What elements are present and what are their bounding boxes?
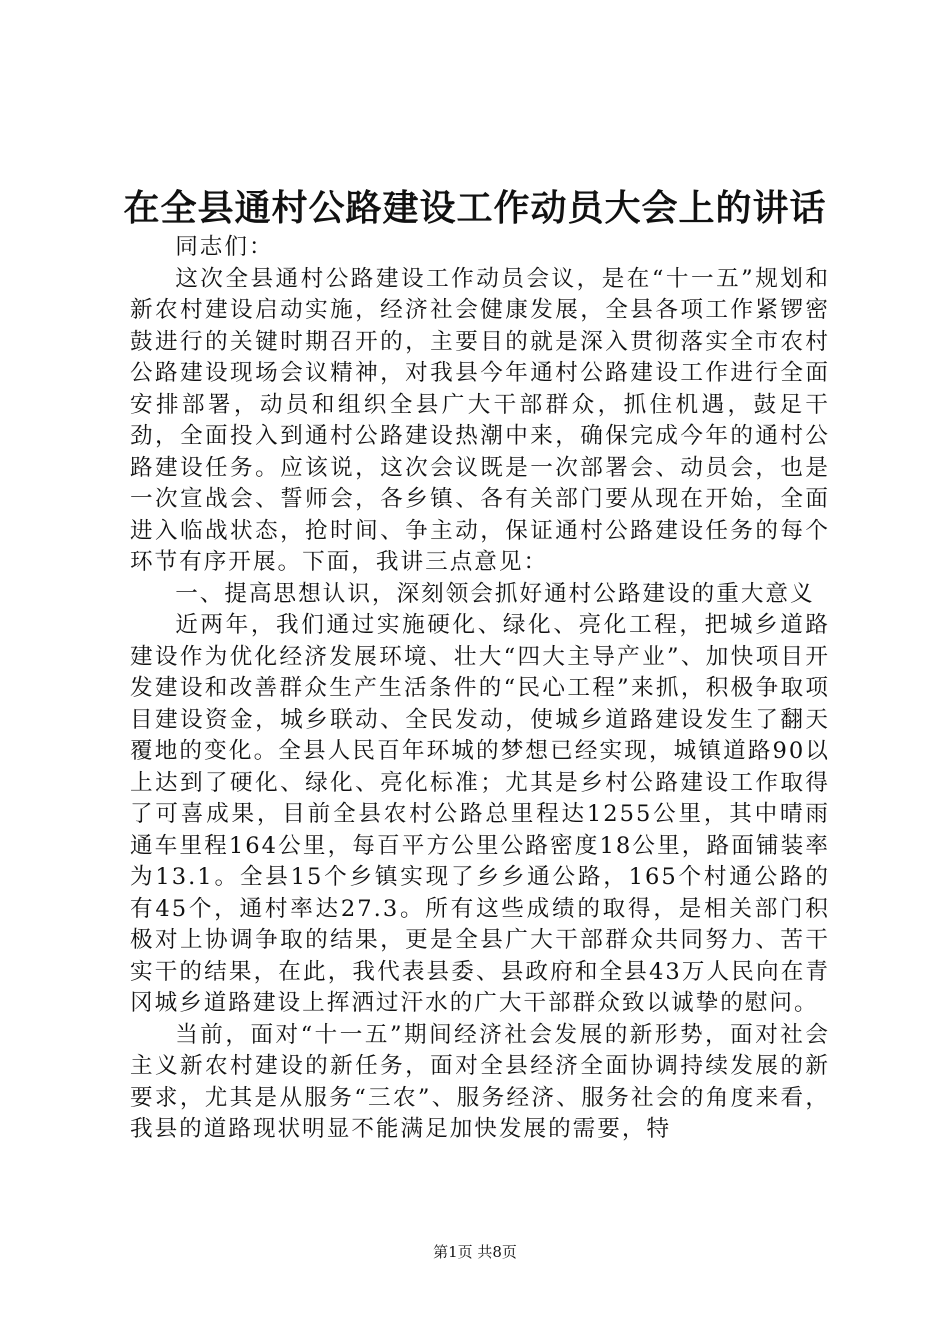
document-title: 在全县通村公路建设工作动员大会上的讲话 — [123, 187, 827, 229]
paragraph-current-situation: 当前，面对“十一五”期间经济社会发展的新形势，面对社会主义新农村建设的新任务，面对全县经济全面协调持续发展的新要求，尤其是从服务“三农”、服务经济、服务社会的角度来看，我县的道路现状明显不能满足加快发展的需要，特 — [130, 1021, 830, 1142]
paragraph-intro: 这次全县通村公路建设工作动员会议，是在“十一五”规划和新农村建设启动实施，经济社会健康发展，全县各项工作紧锣密鼓进行的关键时期召开的，主要目的就是深入贯彻落实全市农村公路建设现场会议精神，对我县今年通村公路建设工作进行全面安排部署，动员和组织全县广大干部群众，抓住机遇，鼓足干劲，全面投入到通村公路建设热潮中来，确保完成今年的通村公路建设任务。应该说，这次会议既是一次部署会、动员会，也是一次宣战会、誓师会，各乡镇、各有关部门要从现在开始，全面进入临战状态，抢时间、争主动，保证通村公路建设任务的每个环节有序开展。下面，我讲三点意见： — [130, 265, 830, 575]
paragraph-greeting: 同志们： — [175, 234, 274, 260]
paragraph-achievements: 近两年，我们通过实施硬化、绿化、亮化工程，把城乡道路建设作为优化经济发展环境、壮大“四大主导产业”、加快项目开发建设和改善群众生产生活条件的“民心工程”来抓，积极争取项目建设资金，城乡联动、全民发动，使城乡道路建设发生了翻天覆地的变化。全县人民百年环城的梦想已经实现，城镇道路90以上达到了硬化、绿化、亮化标准；尤其是乡村公路建设工作取得了可喜成果，目前全县农村公路总里程达1255公里，其中晴雨通车里程164公里，每百平方公里公路密度18公里，路面铺装率为13.1。全县15个乡镇实现了乡乡通公路，165个村通公路的有45个，通村率达27.3。所有这些成绩的取得，是相关部门积极对上协调争取的结果，更是全县广大干部群众共同努力、苦干实干的结果，在此，我代表县委、县政府和全县43万人民向在青冈城乡道路建设上挥洒过汗水的广大干部群众致以诚挚的慰问。 — [130, 612, 830, 1016]
section-heading-1: 一、提高思想认识，深刻领会抓好通村公路建设的重大意义 — [175, 580, 815, 607]
document-body — [130, 232, 830, 1146]
page-number-footer: 第1页 共8页 — [433, 1243, 517, 1261]
